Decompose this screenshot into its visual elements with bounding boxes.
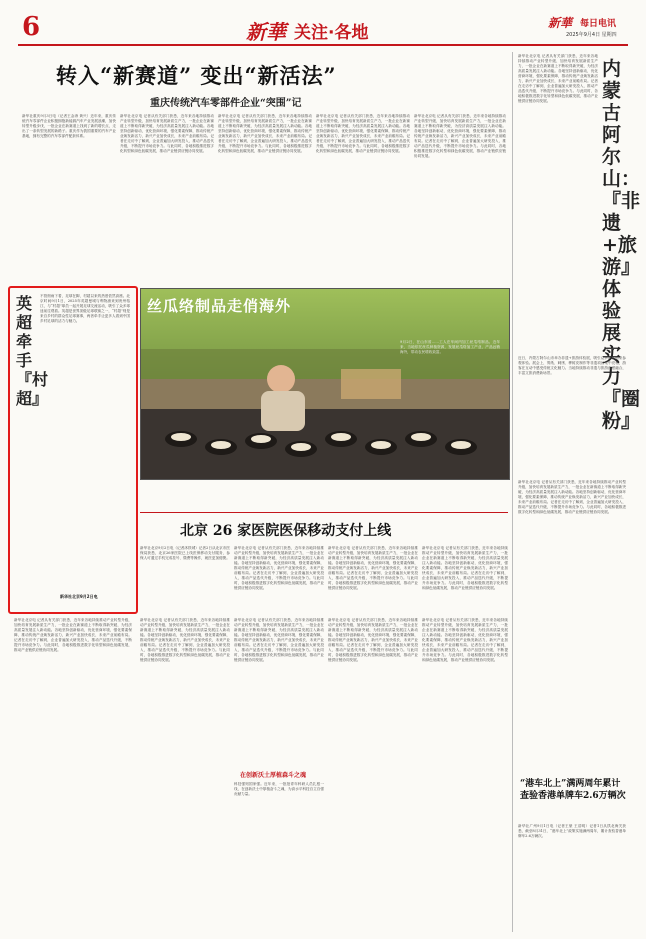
page-header [18, 12, 628, 46]
lead-col-2: 新华社北京电 记者从有关部门获悉，近年来各地持续推动产业转型升级，加快培育发展新质生产力，一批企业在新赛道上不断取得新突破，为经济高质量发展注入新动能。各地坚持创新驱动，优化营商环境，强化要素保障，推动传统产业焕发新活力，新兴产业加快成长，未来产业前瞻布局。记者在走访中了解到，企业普遍加大研发投入，推动产品迭代升级，不断提升市场竞争力。与此同时，各地积极推进数字化转型和绿色低碳发展，推动产业链供应链协同发展。 [120, 114, 214, 153]
lower-col-5: 新华社北京电 记者从有关部门获悉，近年来各地持续推动产业转型升级，加快培育发展新质生产力，一批企业在新赛道上不断取得新突破，为经济高质量发展注入新动能。各地坚持创新驱动，优化营商环境，强化要素保障，推动传统产业焕发新活力，新兴产业加快成长，未来产业前瞻布局。记者在走访中了解到，企业普遍加大研发投入，推动产品迭代升级，不断提升市场竞争力。与此同时，各地积极推进数字化转型和绿色低碳发展，推动产业链供应链协同发展。 [422, 618, 508, 662]
right-brand-name: 每日电讯 [580, 19, 617, 29]
bottom-col-4: 新华社北京电 记者从有关部门获悉，近年来各地持续推动产业转型升级，加快培育发展新质生产力，一批企业在新赛道上不断取得新突破，为经济高质量发展注入新动能。各地坚持创新驱动，优化营商环境，强化要素保障，推动传统产业焕发新活力，新兴产业加快成长，未来产业前瞻布局。记者在走访中了解到，企业普遍加大研发投入，推动产品迭代升级，不断提升市场竞争力。与此同时，各地积极推进数字化转型和绿色低碳发展，推动产业链供应链协同发展。 [422, 546, 508, 590]
bottom-col-2: 新华社北京电 记者从有关部门获悉，近年来各地持续推动产业转型升级，加快培育发展新质生产力，一批企业在新赛道上不断取得新突破，为经济高质量发展注入新动能。各地坚持创新驱动，优化营商环境，强化要素保障，推动传统产业焕发新活力，新兴产业加快成长，未来产业前瞻布局。记者在走访中了解到，企业普遍加大研发投入，推动产品迭代升级，不断提升市场竞争力。与此同时，各地积极推进数字化转型和绿色低碳发展，推动产业链供应链协同发展。 [234, 546, 324, 590]
lower-col-1: 新华社北京电 记者从有关部门获悉，近年来各地持续推动产业转型升级，加快培育发展新质生产力，一批企业在新赛道上不断取得新突破，为经济高质量发展注入新动能。各地坚持创新驱动，优化营商环境，强化要素保障，推动传统产业焕发新活力，新兴产业加快成长，未来产业前瞻布局。记者在走访中了解到，企业普遍加大研发投入，推动产品迭代升级，不断提升市场竞争力。与此同时，各地积极推进数字化转型和绿色低碳发展，推动产业链供应链协同发展。 [14, 618, 132, 652]
sidebar-title: 英超牵手『村超』 [16, 294, 49, 408]
lower-section-caption: 在创新沃土厚植森斗之魂 [240, 772, 307, 779]
header-rule [18, 44, 628, 46]
brand-logo: 新華 [246, 20, 286, 44]
page-number: 6 [22, 12, 41, 42]
bottom-headline: 北京 26 家医院医保移动支付上线 [180, 523, 392, 539]
right-col-body-c: 新华社北京电 记者从有关部门获悉，近年来各地持续推动产业转型升级，加快培育发展新质生产力，一批企业在新赛道上不断取得新突破，为经济高质量发展注入新动能。各地坚持创新驱动，优化营商环境，强化要素保障，推动传统产业焕发新活力，新兴产业加快成长，未来产业前瞻布局。记者在走访中了解到，企业普遍加大研发投入，推动产品迭代升级，不断提升市场竞争力。与此同时，各地积极推进数字化转型和绿色低碳发展，推动产业链供应链协同发展。 [518, 480, 626, 514]
photo-caption: 9月2日，在山东省……工人在车间内加工丝瓜络制品。近年来，当地依托丝瓜种植资源，发展丝瓜络加工产业，产品远销海外，带动农民增收致富。 [400, 340, 500, 354]
lower-col-3: 新华社北京电 记者从有关部门获悉，近年来各地持续推动产业转型升级，加快培育发展新质生产力，一批企业在新赛道上不断取得新突破，为经济高质量发展注入新动能。各地坚持创新驱动，优化营商环境，强化要素保障，推动传统产业焕发新活力，新兴产业加快成长，未来产业前瞻布局。记者在走访中了解到，企业普遍加大研发投入，推动产品迭代升级，不断提升市场竞争力。与此同时，各地积极推进数字化转型和绿色低碳发展，推动产业链供应链协同发展。 [234, 618, 324, 662]
right-column-divider [512, 52, 513, 932]
right-col-body-a: 新华社北京电 记者从有关部门获悉，近年来各地持续推动产业转型升级，加快培育发展新质生产力，一批企业在新赛道上不断取得新突破，为经济高质量发展注入新动能。各地坚持创新驱动，优化营商环境，强化要素保障，推动传统产业焕发新活力，新兴产业加快成长，未来产业前瞻布局。记者在走访中了解到，企业普遍加大研发投入，推动产品迭代升级，不断提升市场竞争力。与此同时，各地积极推进数字化转型和绿色低碳发展，推动产业链供应链协同发展。 [518, 54, 598, 103]
right-headline: 内蒙古阿尔山：『非遗+旅游』体验展实力『圈粉』 [602, 58, 641, 432]
lead-col-5: 新华社北京电 记者从有关部门获悉，近年来各地持续推动产业转型升级，加快培育发展新质生产力，一批企业在新赛道上不断取得新突破，为经济高质量发展注入新动能。各地坚持创新驱动，优化营商环境，强化要素保障，推动传统产业焕发新活力，新兴产业加快成长，未来产业前瞻布局。记者在走访中了解到，企业普遍加大研发投入，推动产品迭代升级，不断提升市场竞争力。与此同时，各地积极推进数字化转型和绿色低碳发展，推动产业链供应链协同发展。 [414, 114, 506, 158]
sidebar-footer: 新华社北京9月2日电 [60, 594, 98, 599]
right-brand-logo: 新華 [548, 16, 573, 30]
bottom-col-3: 新华社北京电 记者从有关部门获悉，近年来各地持续推动产业转型升级，加快培育发展新质生产力，一批企业在新赛道上不断取得新突破，为经济高质量发展注入新动能。各地坚持创新驱动，优化营商环境，强化要素保障，推动传统产业焕发新活力，新兴产业加快成长，未来产业前瞻布局。记者在走访中了解到，企业普遍加大研发投入，推动产品迭代升级，不断提升市场竞争力。与此同时，各地积极推进数字化转型和绿色低碳发展，推动产业链供应链协同发展。 [328, 546, 418, 590]
date-line: 2025年9月4日 星期四 [566, 32, 617, 38]
section-title: 关注·各地 [294, 23, 369, 43]
lead-col-4: 新华社北京电 记者从有关部门获悉，近年来各地持续推动产业转型升级，加快培育发展新质生产力，一批企业在新赛道上不断取得新突破，为经济高质量发展注入新动能。各地坚持创新驱动，优化营商环境，强化要素保障，推动传统产业焕发新活力，新兴产业加快成长，未来产业前瞻布局。记者在走访中了解到，企业普遍加大研发投入，推动产品迭代升级，不断提升市场竞争力。与此同时，各地积极推进数字化转型和绿色低碳发展，推动产业链供应链协同发展。 [316, 114, 410, 153]
sidebar-body: 不管细雨下着，足球在脚，村超以来的热度依然高涨。北京时间9月1日，2025年英超曼城与利物浦来到贵州榕江，与“村超”球员一起开展足球交流活动，吸引了众多球迷前往观看。英超是世界顶级足球联赛之一，“村超”则是来自乡村的群众性足球赛事，两者牵手让更多人看到中国乡村足球的活力与魅力。 [40, 294, 130, 323]
right-subhead: “港车北上”满两周年累计查验香港单牌车2.6万辆次 [520, 779, 626, 801]
sidebar-box [8, 286, 138, 614]
lower-col-4: 新华社北京电 记者从有关部门获悉，近年来各地持续推动产业转型升级，加快培育发展新质生产力，一批企业在新赛道上不断取得新突破，为经济高质量发展注入新动能。各地坚持创新驱动，优化营商环境，强化要素保障，推动传统产业焕发新活力，新兴产业加快成长，未来产业前瞻布局。记者在走访中了解到，企业普遍加大研发投入，推动产品迭代升级，不断提升市场竞争力。与此同时，各地积极推进数字化转型和绿色低碳发展，推动产业链供应链协同发展。 [328, 618, 418, 662]
lead-subheadline: 重庆传统汽车零部件企业“突围”记 [150, 98, 302, 109]
lower-section-body: 科技强则国家强。近年来，一批批青年科研人员扎根一线，在创新沃土中厚植奋斗之魂，为高水平科技自立自强贡献力量。 [234, 782, 324, 796]
bottom-intro: 新华社北京9月2日电（记者沐铁城）记者2日从北京市医保局获悉，北京26家医院已上线医保移动支付服务，参保人可通过手机完成挂号、缴费等操作，就医更加便捷。 [140, 546, 230, 560]
right-subbody: 新华社广州9月1日电（记者王豪 王浩明）记者1日从拱北海关获悉，截至8月31日，“港车北上”政策实施满两周年，累计查验香港单牌车2.6万辆次。 [518, 824, 626, 838]
lead-intro: 新华社重庆9月3日电（记者王金涛 黄兴）近年来，重庆传统汽车零部件企业积极拥抱新能源汽车产业发展浪潮，加快转型升级步伐，一批企业在新赛道上找到了新的增长点，走出了一条转型发展的新路子。重庆作为我国重要的汽车产业基地，拥有完整的汽车零部件配套体系。 [22, 114, 116, 138]
bottom-article-rule [140, 512, 508, 513]
right-col-body-b: 近日，内蒙古阿尔山市举办非遗+旅游体验展，吸引众多游客前来参观体验。展会上，剪纸、刺绣、桦树皮制作等非遗项目集中亮相，游客在互动中感受传统文化魅力。当地持续推动非遗与旅游深度融合，丰富文旅消费新场景。 [518, 356, 626, 375]
photo-banner: 丝瓜络制品走俏海外 [147, 297, 292, 315]
lower-col-2: 新华社北京电 记者从有关部门获悉，近年来各地持续推动产业转型升级，加快培育发展新质生产力，一批企业在新赛道上不断取得新突破，为经济高质量发展注入新动能。各地坚持创新驱动，优化营商环境，强化要素保障，推动传统产业焕发新活力，新兴产业加快成长，未来产业前瞻布局。记者在走访中了解到，企业普遍加大研发投入，推动产品迭代升级，不断提升市场竞争力。与此同时，各地积极推进数字化转型和绿色低碳发展，推动产业链供应链协同发展。 [140, 618, 230, 662]
lead-headline: 转入“新赛道” 变出“新活法” [56, 63, 337, 88]
lead-col-3: 新华社北京电 记者从有关部门获悉，近年来各地持续推动产业转型升级，加快培育发展新质生产力，一批企业在新赛道上不断取得新突破，为经济高质量发展注入新动能。各地坚持创新驱动，优化营商环境，强化要素保障，推动传统产业焕发新活力，新兴产业加快成长，未来产业前瞻布局。记者在走访中了解到，企业普遍加大研发投入，推动产品迭代升级，不断提升市场竞争力。与此同时，各地积极推进数字化转型和绿色低碳发展，推动产业链供应链协同发展。 [218, 114, 312, 153]
